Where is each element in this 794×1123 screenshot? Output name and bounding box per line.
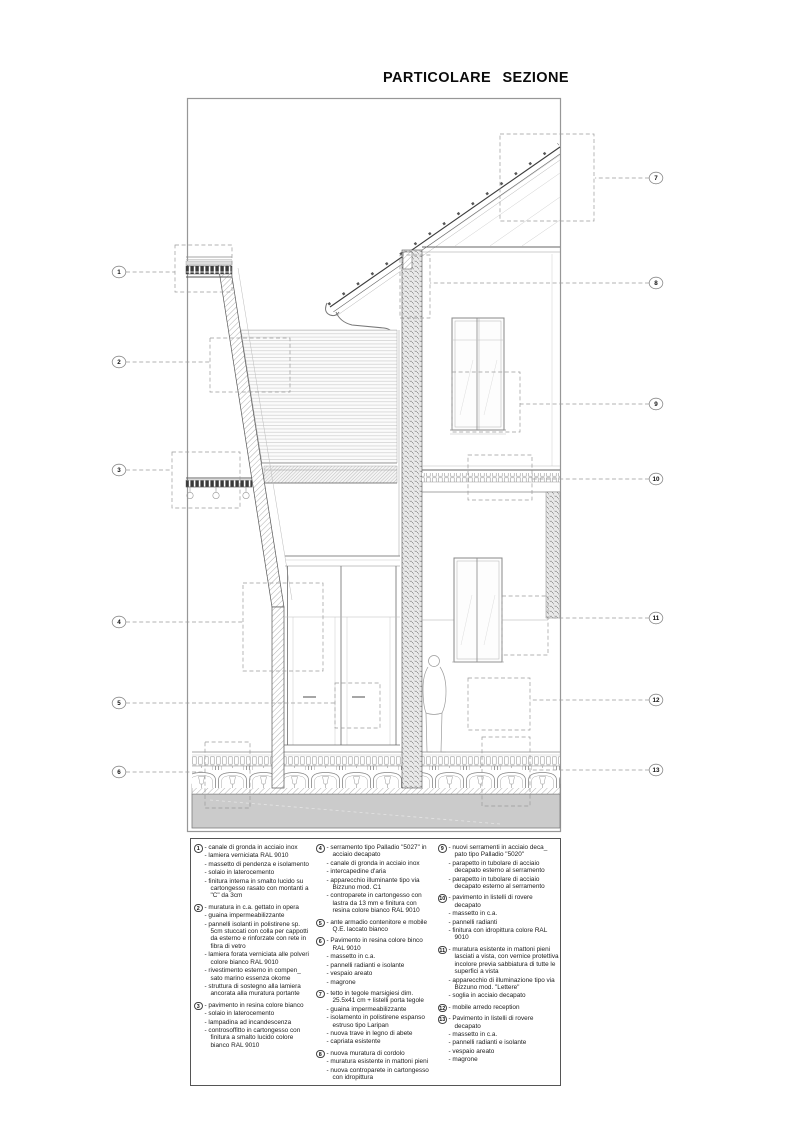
- legend-item-number-badge: 13: [439, 1017, 446, 1024]
- legend-item-number-badge: 10: [439, 896, 446, 903]
- legend-item-lines: [205, 844, 312, 901]
- callout-number-12: 12: [652, 697, 660, 705]
- legend-item-number-badge: 2: [194, 904, 203, 913]
- legend-item-lines: [327, 844, 434, 916]
- legend-bullet: - ante armadio contenitore e mobile Q.E. laccato bianco: [326, 918, 428, 934]
- clad-panel: [241, 330, 397, 463]
- legend-bullet: - guaina impermeabilizzante: [326, 1005, 407, 1013]
- legend-bullet: - parapetto in tubolare di acciaio decapato esterno al serramento: [448, 859, 545, 875]
- legend-bullet: - nuova muratura di cordolo: [326, 1049, 405, 1057]
- legend-bullet: - magrone: [448, 1056, 478, 1064]
- legend-item-number-badge: 7: [316, 990, 325, 999]
- callout-number-2: 2: [117, 359, 121, 367]
- right-building-interior: [422, 247, 560, 752]
- legend-bullet: - muratura esistente in mattoni pieni: [326, 1058, 429, 1066]
- legend-bullet: - muratura esistente in mattoni pieni lasciati a vista, con vernice protettiva incolore previa sabbiatura di tutte le superfici a vista: [448, 945, 559, 976]
- legend-item-number-badge: 12: [439, 1005, 446, 1012]
- legend-bullet: - pannelli isolanti in polistirene sp. 5cm stuccati con colla per cappotti da esterno e rinforzate con rete in fibra di vetro: [204, 920, 309, 950]
- legend-item-lines: [327, 990, 434, 1047]
- legend-bullet: - muratura in c.a. gettato in opera: [204, 903, 299, 911]
- legend-bullet: - serramento tipo Palladio "5027" in acciaio decapato: [326, 844, 427, 859]
- annex-slab: [262, 463, 397, 483]
- legend-item-12: [438, 1004, 559, 1013]
- legend-bullet: - finitura interna in smalto lucido su cartongesso rasato con montanti a "C" da 3cm: [204, 877, 309, 900]
- legend-bullet: - rivestimento esterno in compen_ sato marino essenza okome: [204, 967, 301, 982]
- legend-bullet: - pannelli radianti e isolante: [326, 961, 405, 969]
- legend-item-number-badge: 5: [316, 919, 325, 928]
- legend-item-number-badge: 9: [438, 844, 447, 853]
- legend-bullet: - parapetto in tubolare di acciaio decapato esterno al serramento: [448, 875, 545, 891]
- legend-item-lines: [449, 1004, 560, 1012]
- legend-bullet: - tetto in tegole marsigiesi dim. 25.5x41 cm + listelli porta tegole: [326, 989, 424, 1005]
- legend-bullet: - Pavimento in listelli di rovere decapato: [448, 1015, 534, 1030]
- legend-item-8: [316, 1050, 433, 1083]
- legend-bullet: - lamiera forata verniciata alle polveri colore bianco RAL 9010: [204, 951, 309, 966]
- legend-bullet: - nuova controparete in cartongesso con idropittura: [326, 1066, 429, 1081]
- legend-item-4: [316, 844, 433, 916]
- callout-number-8: 8: [654, 280, 658, 288]
- legend-bullet: - magrone: [326, 978, 356, 986]
- legend-item-number-badge: 3: [194, 1002, 203, 1011]
- legend-item-9: [438, 844, 559, 891]
- legend-bullet: - controparete in cartongesso con lastra da 13 mm e finitura con resina colore bianco RAL 9010: [326, 892, 422, 915]
- drawing-frame: [188, 99, 561, 832]
- callout-number-3: 3: [117, 467, 121, 475]
- legend-item-lines: [327, 919, 434, 935]
- legend-item-lines: [449, 1015, 560, 1064]
- legend-bullet: - pannelli radianti e isolante: [448, 1039, 527, 1047]
- legend-bullet: - massetto di pendenza e isolamento: [204, 860, 309, 868]
- legend-bullet: - massetto in c.a.: [448, 910, 498, 918]
- legend-column-3: [438, 844, 564, 1083]
- legend-bullet: - controsoffitto in cartongesso con finitura a smalto lucido colore bianco RAL 9010: [204, 1026, 301, 1049]
- legend-column-2: [316, 844, 438, 1083]
- detail-target-box-7: [500, 134, 594, 221]
- callout-number-4: 4: [117, 619, 121, 627]
- legend-bullet: - apparecchio di illuminazione tipo via Bizzuno mod. "Lettere": [448, 976, 555, 991]
- legend-bullet: - solaio in laterocemento: [204, 869, 275, 877]
- roof-slope-line: [330, 147, 560, 307]
- legend-bullet: - vespaio areato: [448, 1047, 495, 1055]
- legend-bullet: - pavimento in listelli di rovere decapato: [448, 894, 533, 909]
- cordolo-beam: [403, 252, 412, 269]
- page-title: PARTICOLARE SEZIONE: [383, 70, 569, 86]
- callout-number-10: 10: [652, 476, 660, 484]
- legend-bullet: - massetto in c.a.: [448, 1031, 498, 1039]
- main-masonry-wall: [402, 250, 422, 788]
- legend-bullet: - guaina impermeabilizzante: [204, 912, 285, 920]
- legend-item-lines: [205, 904, 312, 999]
- legend-item-10: [438, 894, 559, 942]
- legend-item-1: [194, 844, 311, 901]
- legend-bullet: - intercapedine d'aria: [326, 868, 386, 876]
- detail-target-box-11: [502, 596, 548, 655]
- detail-target-box-5: [335, 683, 380, 728]
- ground-and-foundation: [192, 752, 560, 828]
- annex-structure: [186, 257, 400, 788]
- legend-item-lines: [327, 1050, 434, 1083]
- legend-item-number-badge: 6: [316, 937, 325, 946]
- right-building-roof: [326, 144, 560, 345]
- person-figure: [423, 656, 446, 753]
- legend-bullet: - struttura di sostegno alla lamiera ancorata alla muratura portante: [204, 982, 301, 998]
- legend-bullet: - apparecchio illuminante tipo via Bizzuno mod. C1: [326, 876, 420, 892]
- legend-item-number-badge: 4: [316, 844, 325, 853]
- legend-item-lines: [449, 946, 560, 1001]
- detail-target-box-12: [468, 678, 530, 730]
- legend-column-1: [194, 844, 316, 1083]
- legend-bullet: - Pavimento in resina colore binco RAL 9010: [326, 937, 423, 952]
- legend-item-2: [194, 904, 311, 999]
- upper-window: [450, 318, 506, 434]
- legend-item-number-badge: 8: [316, 1050, 325, 1059]
- callout-number-13: 13: [652, 767, 660, 775]
- callout-number-5: 5: [117, 700, 121, 708]
- legend-bullet: - nuovi serramenti in acciaio deca_ pato tipo Palladio "5020": [448, 844, 548, 859]
- legend-item-7: [316, 990, 433, 1047]
- legend-item-lines: [205, 1002, 312, 1050]
- legend-bullet: - lamiera verniciata RAL 9010: [204, 852, 289, 860]
- annex-vertical-wall: [272, 607, 284, 788]
- legend-bullet: - canale di gronda in acciaio inox: [204, 844, 298, 851]
- legend-columns: [194, 844, 558, 1083]
- legend-bullet: - pavimento in resina colore bianco: [204, 1001, 304, 1009]
- legend-box: [190, 838, 561, 1086]
- legend-item-11: [438, 946, 559, 1001]
- legend-bullet: - massetto in c.a.: [326, 953, 376, 961]
- lamp-ceiling: [186, 478, 252, 499]
- glazed-partition: [284, 556, 400, 745]
- legend-bullet: - isolamento in polistirene espanso estruso tipo Laripan: [326, 1014, 425, 1029]
- annex-gutter-detail: [186, 257, 232, 277]
- callout-number-6: 6: [117, 769, 121, 777]
- legend-item-13: [438, 1015, 559, 1064]
- first-floor-slab: [422, 466, 560, 492]
- callout-number-1: 1: [117, 269, 121, 277]
- lower-window: [452, 558, 504, 662]
- legend-item-6: [316, 937, 433, 986]
- legend-item-5: [316, 919, 433, 935]
- callout-number-7: 7: [654, 175, 658, 183]
- legend-bullet: - solaio in laterocemento: [204, 1010, 275, 1018]
- legend-item-3: [194, 1002, 311, 1050]
- legend-bullet: - finitura con idropittura colore RAL 9010: [448, 927, 548, 942]
- legend-bullet: - capriata esistente: [326, 1038, 381, 1046]
- legend-bullet: - canale di gronda in acciaio inox: [326, 859, 420, 867]
- roof-tile-battens: [328, 144, 558, 305]
- callout-number-11: 11: [652, 615, 660, 623]
- legend-bullet: - lampadina ad incandescenza: [204, 1018, 292, 1026]
- legend-bullet: - mobile arredo reception: [448, 1003, 520, 1011]
- legend-item-lines: [449, 844, 560, 891]
- legend-bullet: - soglia in acciaio decapato: [448, 992, 526, 1000]
- legend-bullet: - pannelli radianti: [448, 918, 498, 926]
- legend-item-number-badge: 1: [194, 844, 203, 853]
- legend-bullet: - vespaio areato: [326, 970, 373, 978]
- legend-item-lines: [449, 894, 560, 942]
- legend-item-lines: [327, 937, 434, 986]
- legend-item-number-badge: 11: [439, 947, 446, 954]
- legend-bullet: - nuova trave in legno di abete: [326, 1029, 413, 1037]
- callout-number-9: 9: [654, 401, 658, 409]
